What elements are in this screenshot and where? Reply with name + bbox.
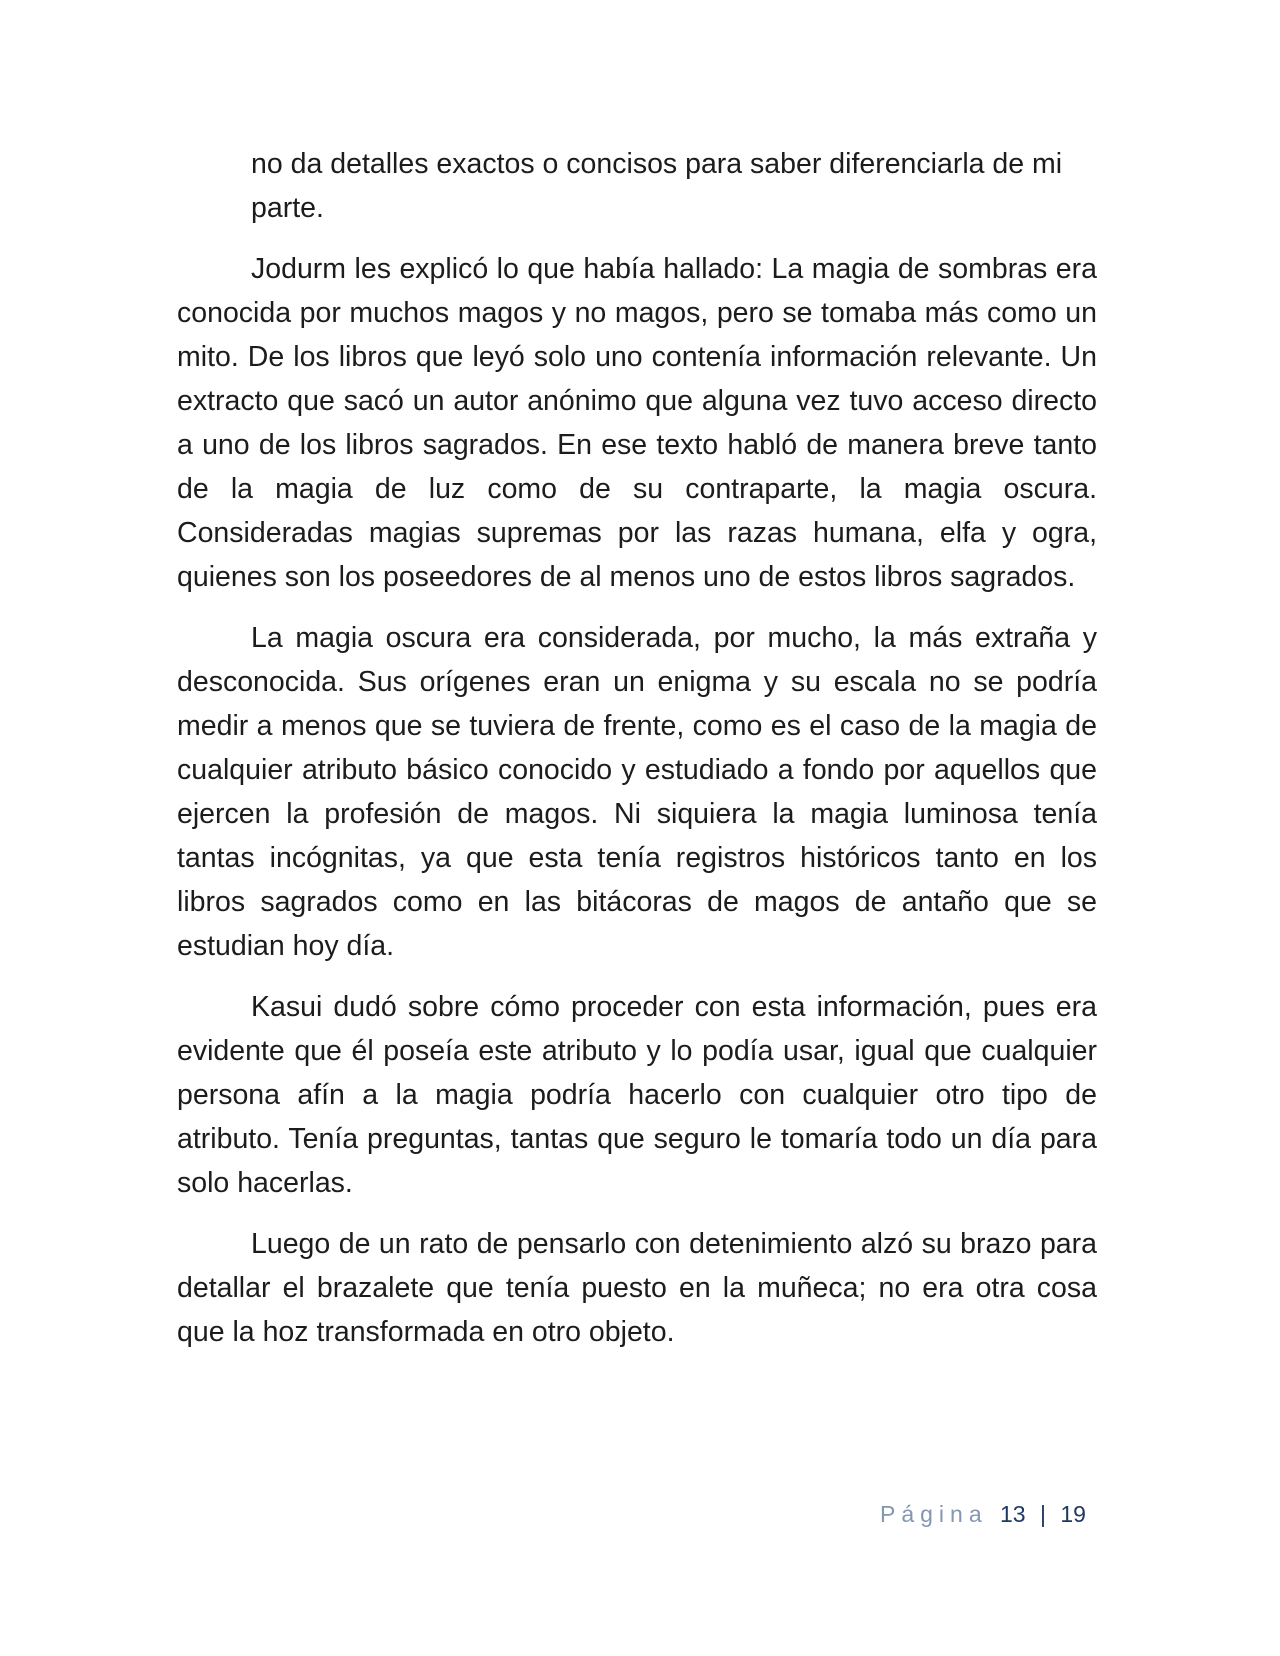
total-pages: 19	[1060, 1501, 1086, 1527]
paragraph: Luego de un rato de pensarlo con detenimiento alzó su brazo para detallar el brazalete que tenía puesto en la muñeca; no era otra cosa que la hoz transformada en otro objeto.	[177, 1228, 1097, 1348]
page-separator: |	[1040, 1501, 1046, 1527]
page-label: Página	[880, 1501, 988, 1527]
body-text	[177, 142, 1097, 1371]
paragraph: La magia oscura era considerada, por mucho, la más extraña y desconocida. Sus orígenes eran un enigma y su escala no se podría medir a menos que se tuviera de frente, como es el caso de la magia de cualquier atributo básico conocido y estudiado a fondo por aquellos que ejercen la profesión de magos. Ni siquiera la magia luminosa tenía tantas incógnitas, ya que esta tenía registros históricos tanto en los libros sagrados como en las bitácoras de magos de antaño que se estudian hoy día.	[177, 622, 1097, 962]
page-number: 13	[1000, 1501, 1026, 1527]
page-footer	[880, 1499, 1086, 1529]
paragraph-continued: no da detalles exactos o concisos para saber diferenciarla de mi parte.	[251, 148, 1063, 224]
paragraph: Kasui dudó sobre cómo proceder con esta información, pues era evidente que él poseía este atributo y lo podía usar, igual que cualquier persona afín a la magia podría hacerlo con cualquier otro tipo de atributo. Tenía preguntas, tantas que seguro le tomaría todo un día para solo hacerlas.	[177, 991, 1097, 1199]
paragraph: Jodurm les explicó lo que había hallado: La magia de sombras era conocida por muchos magos y no magos, pero se tomaba más como un mito. De los libros que leyó solo uno contenía información relevante. Un extracto que sacó un autor anónimo que alguna vez tuvo acceso directo a uno de los libros sagrados. En ese texto habló de manera breve tanto de la magia de luz como de su contraparte, la magia oscura. Consideradas magias supremas por las razas humana, elfa y ogra, quienes son los poseedores de al menos uno de estos libros sagrados.	[177, 253, 1097, 593]
